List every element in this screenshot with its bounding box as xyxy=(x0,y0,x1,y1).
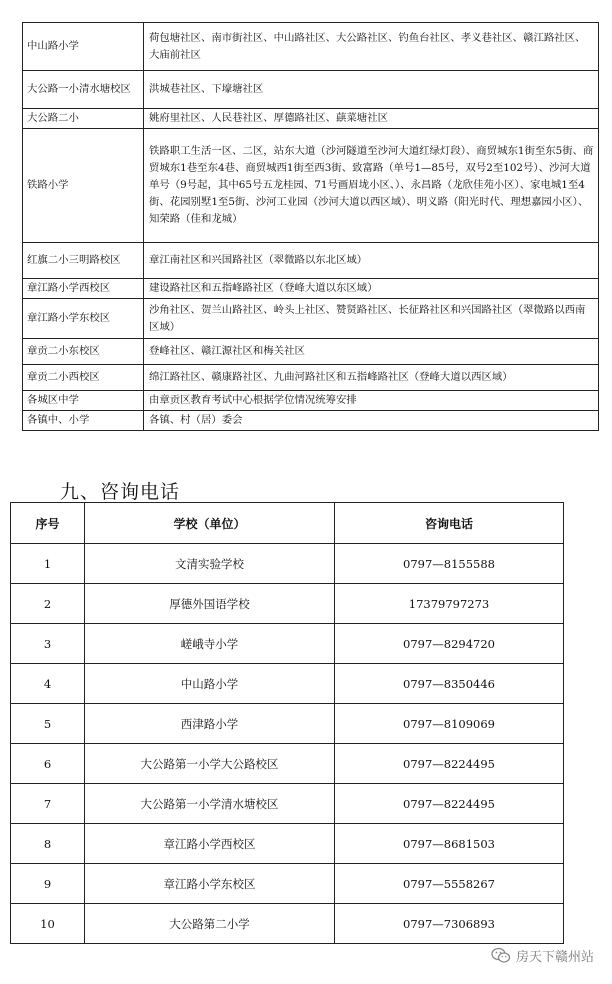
row-number: 2 xyxy=(11,584,85,624)
area-cell: 各镇、村（居）委会 xyxy=(144,411,599,431)
school-name: 厚德外国语学校 xyxy=(85,584,335,624)
school-name: 大公路第一小学清水塘校区 xyxy=(85,784,335,824)
zoning-table xyxy=(22,22,599,431)
watermark-text: 房天下赣州站 xyxy=(515,950,594,965)
school-cell: 各镇中、小学 xyxy=(23,411,144,431)
row-number: 1 xyxy=(11,544,85,584)
area-cell: 绵江路社区、赣康路社区、九曲河路社区和五指峰路社区（登峰大道以西区域） xyxy=(144,365,599,391)
phone-number: 0797—8155588 xyxy=(335,544,564,584)
school-name: 文清实验学校 xyxy=(85,544,335,584)
school-cell: 大公路二小 xyxy=(23,109,144,129)
area-cell: 建设路社区和五指峰路社区（登峰大道以东区域） xyxy=(144,279,599,299)
school-cell: 中山路小学 xyxy=(23,23,144,71)
area-cell: 章江南社区和兴国路社区（翠微路以东北区域） xyxy=(144,243,599,279)
school-cell: 章江路小学东校区 xyxy=(23,299,144,339)
watermark xyxy=(491,946,594,965)
phone-number: 0797—7306893 xyxy=(335,904,564,944)
table-row xyxy=(11,544,564,584)
school-name: 章江路小学东校区 xyxy=(85,864,335,904)
row-number: 3 xyxy=(11,624,85,664)
phone-number: 0797—8109069 xyxy=(335,704,564,744)
table-row xyxy=(11,864,564,904)
row-number: 6 xyxy=(11,744,85,784)
row-number: 4 xyxy=(11,664,85,704)
row-number: 5 xyxy=(11,704,85,744)
phone-number: 0797—8681503 xyxy=(335,824,564,864)
wechat-icon xyxy=(491,947,511,964)
table-row xyxy=(23,299,599,339)
area-cell: 洪城巷社区、下壕塘社区 xyxy=(144,71,599,109)
phone-table-header xyxy=(11,503,564,544)
table-row xyxy=(23,71,599,109)
phone-number: 17379797273 xyxy=(335,584,564,624)
area-cell: 荷包塘社区、南市街社区、中山路社区、大公路社区、钓鱼台社区、孝义巷社区、赣江路社区、大庙前社区 xyxy=(144,23,599,71)
school-name: 大公路第二小学 xyxy=(85,904,335,944)
table-row xyxy=(11,824,564,864)
table-row xyxy=(23,129,599,243)
row-number: 8 xyxy=(11,824,85,864)
school-cell: 红旗二小三明路校区 xyxy=(23,243,144,279)
table-row xyxy=(11,624,564,664)
phone-number: 0797—8350446 xyxy=(335,664,564,704)
header-school: 学校（单位） xyxy=(85,503,335,544)
phone-number: 0797—8294720 xyxy=(335,624,564,664)
table-row xyxy=(23,243,599,279)
school-cell: 章贡二小西校区 xyxy=(23,365,144,391)
header-no: 序号 xyxy=(11,503,85,544)
table-row xyxy=(11,784,564,824)
table-row xyxy=(11,904,564,944)
header-phone: 咨询电话 xyxy=(335,503,564,544)
table-row xyxy=(23,391,599,411)
school-name: 大公路第一小学大公路校区 xyxy=(85,744,335,784)
school-name: 嵯峨寺小学 xyxy=(85,624,335,664)
table-row xyxy=(11,744,564,784)
row-number: 9 xyxy=(11,864,85,904)
school-cell: 各城区中学 xyxy=(23,391,144,411)
school-cell: 铁路小学 xyxy=(23,129,144,243)
phone-number: 0797—8224495 xyxy=(335,744,564,784)
phone-number: 0797—8224495 xyxy=(335,784,564,824)
school-cell: 大公路一小清水塘校区 xyxy=(23,71,144,109)
school-cell: 章江路小学西校区 xyxy=(23,279,144,299)
table-row xyxy=(23,365,599,391)
area-cell: 姚府里社区、人民巷社区、厚德路社区、蕻菜塘社区 xyxy=(144,109,599,129)
table-row xyxy=(23,23,599,71)
table-row xyxy=(11,704,564,744)
phone-table-body xyxy=(11,544,564,944)
area-cell: 铁路职工生活一区、二区，站东大道（沙河隧道至沙河大道红绿灯段）、商贸城东1街至东5街、商贸城东1巷至东4巷、商贸城西1街至西3街、致富路（单号1—85号，双号2至102号）、沙河大道单号（9号起，其中65号五龙桂园、71号画眉垅小区、）、永昌路（龙欣佳苑小区）、家电城1至4街、花园别墅1至5街、沙河工业园（沙河大道以西区域）、明义路（阳光时代、理想嘉园小区）、知荣路（佳和龙城） xyxy=(144,129,599,243)
table-row xyxy=(23,339,599,365)
table-row xyxy=(23,279,599,299)
zoning-table-body xyxy=(23,23,599,431)
table-row xyxy=(11,584,564,624)
header-row xyxy=(11,503,564,544)
table-row xyxy=(23,109,599,129)
table-row xyxy=(11,664,564,704)
row-number: 7 xyxy=(11,784,85,824)
school-cell: 章贡二小东校区 xyxy=(23,339,144,365)
phone-table xyxy=(10,502,564,944)
area-cell: 由章贡区教育考试中心根据学位情况统筹安排 xyxy=(144,391,599,411)
table-row xyxy=(23,411,599,431)
school-name: 西津路小学 xyxy=(85,704,335,744)
row-number: 10 xyxy=(11,904,85,944)
phone-number: 0797—5558267 xyxy=(335,864,564,904)
school-name: 章江路小学西校区 xyxy=(85,824,335,864)
area-cell: 沙角社区、贺兰山路社区、岭头上社区、赞贤路社区、长征路社区和兴国路社区（翠微路以西南区域） xyxy=(144,299,599,339)
area-cell: 登峰社区、赣江源社区和梅关社区 xyxy=(144,339,599,365)
school-name: 中山路小学 xyxy=(85,664,335,704)
section-heading: 九、咨询电话 xyxy=(60,481,181,503)
